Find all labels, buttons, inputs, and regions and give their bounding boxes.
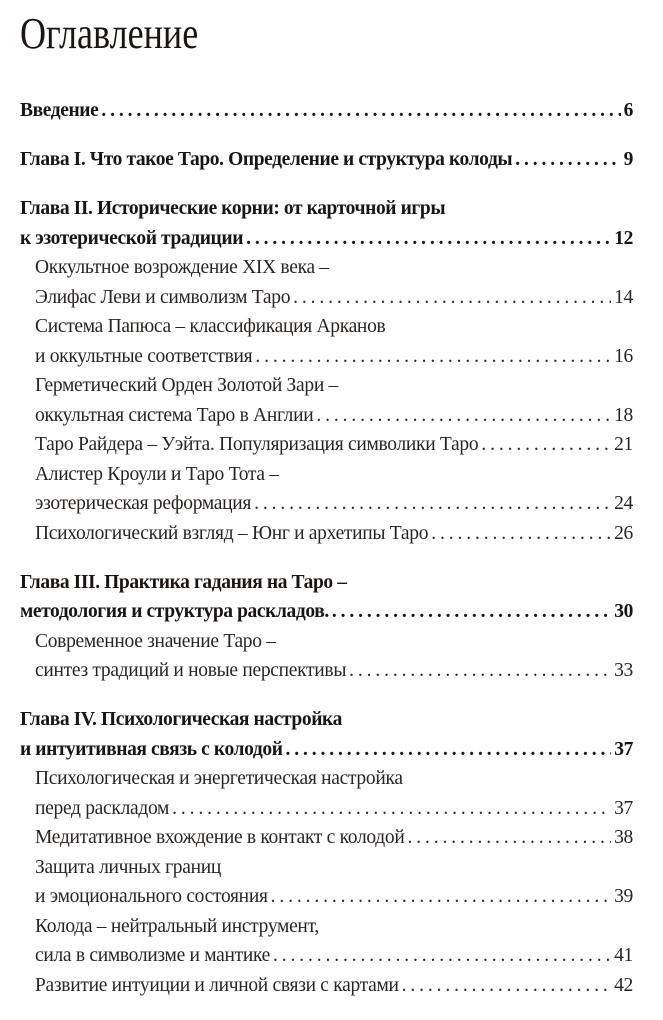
toc-entry-line: [20, 460, 633, 490]
dot-leader: [273, 941, 611, 971]
entry-title-text: Таро Райдера – Уэйта. Популяризация символики Таро: [35, 434, 479, 455]
toc-section-entry[interactable]: [20, 853, 633, 912]
dot-leader: [254, 489, 611, 519]
entry-title-text: Медитативное вхождение в контакт с колодой: [35, 827, 405, 848]
toc-entry-line: [20, 568, 633, 598]
toc-section-entry[interactable]: [20, 519, 633, 549]
entry-title-text: к эзотерической традиции: [20, 227, 244, 249]
toc-entry-line: [20, 794, 633, 824]
toc-section-entry[interactable]: [20, 971, 633, 1001]
entry-title-text: Колода – нейтральный инструмент,: [35, 915, 319, 937]
entry-title-text: Элифас Леви и символизм Таро: [35, 286, 291, 308]
page-number: 9: [623, 149, 633, 170]
entry-title-text: синтез традиций и новые перспективы: [35, 660, 347, 681]
entry-title-text: Глава III. Практика гадания на Таро –: [20, 571, 347, 593]
entry-title-text: эзотерическая реформация: [35, 493, 252, 514]
toc-entry-line: [20, 971, 633, 1001]
toc-entry-line: [20, 342, 633, 372]
entry-title-text: и интуитивная связь с колодой: [20, 738, 283, 760]
toc-section-entry[interactable]: [20, 627, 633, 686]
dot-leader: [101, 96, 620, 126]
page-title: Оглавление: [20, 9, 199, 58]
entry-title-text: Алистер Кроули и Таро Тота –: [35, 463, 279, 485]
toc-section-entry[interactable]: [20, 312, 633, 371]
toc-section-entry[interactable]: [20, 912, 633, 971]
page-number: 30: [614, 601, 633, 622]
page-number: 42: [614, 974, 633, 996]
page-number: 12: [614, 227, 633, 249]
dot-leader: [515, 145, 620, 175]
toc-entry-line: [20, 941, 633, 971]
page-number: 41: [614, 945, 633, 966]
table-of-contents: [20, 96, 633, 1020]
page-number: 38: [614, 827, 633, 848]
page-number: 37: [614, 797, 633, 819]
entry-title-text: Глава I. Что такое Таро. Определение и структура колоды: [20, 149, 513, 170]
toc-entry-line: [20, 312, 633, 342]
toc-entry-line: [20, 882, 633, 912]
page-number: 39: [614, 886, 633, 907]
toc-section-entry[interactable]: [20, 430, 633, 460]
entry-title-text: и эмоционального состояния: [35, 886, 268, 907]
dot-leader: [408, 823, 612, 853]
entry-title-text: Психологическая и энергетическая настройка: [35, 768, 403, 789]
page-number: 6: [623, 100, 633, 121]
dot-leader: [246, 224, 611, 254]
toc-entry-line: [20, 253, 633, 283]
dot-leader: [402, 971, 611, 1001]
dot-leader: [286, 735, 612, 765]
entry-title-text: сила в символизме и мантике: [35, 945, 271, 966]
entry-title-text: перед раскладом: [35, 797, 170, 819]
toc-entry-line: [20, 764, 633, 794]
dot-leader: [349, 656, 611, 686]
dot-leader: [172, 794, 611, 824]
entry-title-text: Психологический взгляд – Юнг и архетипы Таро: [35, 522, 429, 544]
toc-group: [20, 145, 633, 175]
page-number: 37: [614, 738, 633, 760]
toc-entry-line: [20, 430, 633, 460]
toc-group: [20, 568, 633, 686]
toc-entry-line: [20, 597, 633, 627]
entry-title-text: оккультная система Таро в Англии: [35, 404, 314, 426]
toc-entry-line: [20, 283, 633, 313]
toc-entry-line: [20, 194, 633, 224]
entry-title-text: Защита личных границ: [35, 856, 222, 878]
entry-title-text: методология и структура раскладов.: [20, 601, 329, 622]
toc-section-entry[interactable]: [20, 371, 633, 430]
toc-entry-line: [20, 627, 633, 657]
toc-chapter-entry[interactable]: [20, 568, 633, 627]
toc-section-entry[interactable]: [20, 823, 633, 853]
toc-entry-line: [20, 401, 633, 431]
entry-title-text: Развитие интуиции и личной связи с картами: [35, 974, 399, 996]
entry-title-text: Система Папюса – классификация Арканов: [35, 316, 386, 337]
toc-entry-line: [20, 224, 633, 254]
toc-group: [20, 194, 633, 548]
toc-entry-line: [20, 656, 633, 686]
toc-entry-line: [20, 489, 633, 519]
toc-group: [20, 96, 633, 126]
page-number: 16: [614, 345, 633, 367]
toc-entry-line: [20, 735, 633, 765]
entry-title-text: и оккультные соответствия: [35, 345, 253, 367]
toc-chapter-entry[interactable]: [20, 705, 633, 764]
dot-leader: [316, 401, 611, 431]
toc-entry-line: [20, 823, 633, 853]
toc-group: [20, 705, 633, 1000]
entry-title-text: Глава II. Исторические корни: от карточной игры: [20, 198, 446, 219]
page-number: 24: [614, 493, 633, 514]
dot-leader: [481, 430, 611, 460]
toc-entry-line: [20, 912, 633, 942]
toc-section-entry[interactable]: [20, 764, 633, 823]
entry-title-text: Введение: [20, 100, 99, 121]
toc-chapter-entry[interactable]: [20, 96, 633, 126]
dot-leader: [255, 342, 611, 372]
dot-leader: [332, 597, 611, 627]
entry-title-text: Оккультное возрождение XIX века –: [35, 257, 329, 278]
toc-entry-line: [20, 705, 633, 735]
toc-chapter-entry[interactable]: [20, 145, 633, 175]
page-number: 26: [614, 522, 633, 544]
page-number: 33: [614, 660, 633, 681]
toc-entry-line: [20, 519, 633, 549]
toc-entry-line: [20, 371, 633, 401]
toc-section-entry[interactable]: [20, 253, 633, 312]
toc-entry-line: [20, 96, 633, 126]
toc-section-entry[interactable]: [20, 460, 633, 519]
page-number: 21: [614, 434, 633, 455]
dot-leader: [271, 882, 611, 912]
toc-chapter-entry[interactable]: [20, 194, 633, 253]
entry-title-text: Глава IV. Психологическая настройка: [20, 709, 342, 730]
entry-title-text: Современное значение Таро –: [35, 630, 276, 652]
dot-leader: [293, 283, 611, 313]
toc-entry-line: [20, 145, 633, 175]
page-number: 14: [614, 286, 633, 308]
entry-title-text: Герметический Орден Золотой Зари –: [35, 375, 338, 396]
toc-entry-line: [20, 853, 633, 883]
dot-leader: [431, 519, 611, 549]
page-number: 18: [614, 404, 633, 426]
